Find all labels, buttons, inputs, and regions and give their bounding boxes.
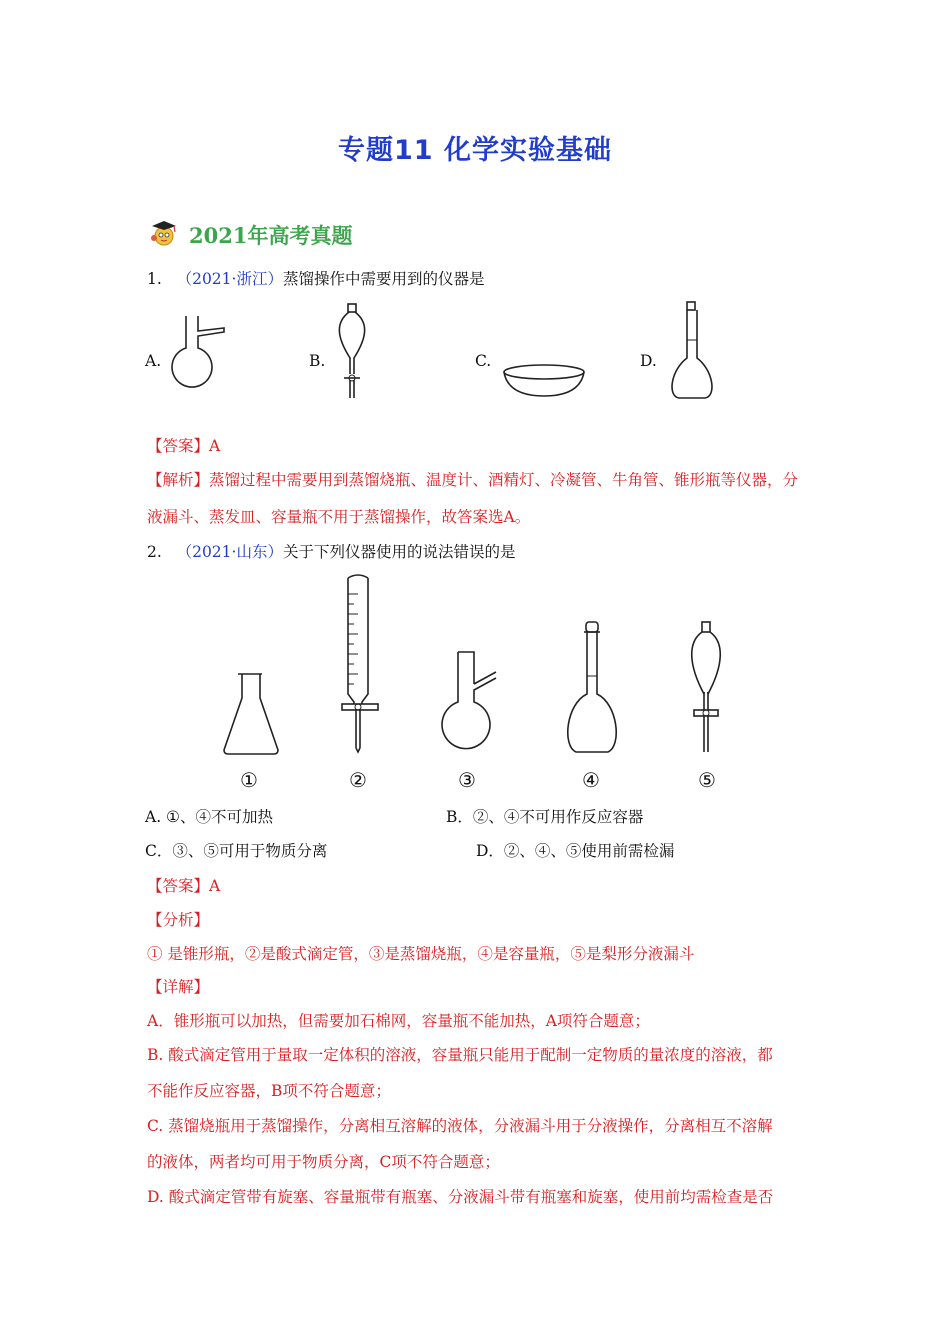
question-1 xyxy=(147,268,484,290)
page-title: 专题11 化学实验基础 xyxy=(338,135,612,166)
q2-detail-a: A．锥形瓶可以加热，但需要加石棉网，容量瓶不能加热，A项符合题意； xyxy=(147,1012,650,1030)
figure-label-2: ② xyxy=(349,768,367,792)
figure-label-5: ⑤ xyxy=(698,768,716,792)
question-source: （2021·山东） xyxy=(176,543,283,561)
figure-label-1: ① xyxy=(240,768,258,792)
q2-option-c: C．③、⑤可用于物质分离 xyxy=(145,842,328,860)
q2-option-d: D．②、④、⑤使用前需检漏 xyxy=(476,842,675,860)
distillation-flask-icon xyxy=(438,650,502,760)
q2-option-b: B．②、④不可用作反应容器 xyxy=(446,808,644,826)
question-stem: 关于下列仪器使用的说法错误的是 xyxy=(282,543,516,561)
section-label: 2021年高考真题 xyxy=(189,223,353,248)
figure-label-3: ③ xyxy=(458,768,476,792)
erlenmeyer-flask-icon xyxy=(218,670,284,758)
question-stem: 蒸馏操作中需要用到的仪器是 xyxy=(282,270,485,288)
option-c-label: C. xyxy=(475,352,492,370)
separatory-funnel-icon xyxy=(328,302,378,402)
question-number: 2. xyxy=(147,543,162,561)
scholar-mascot-icon xyxy=(147,218,181,252)
question-2 xyxy=(147,541,515,563)
section-header xyxy=(147,218,352,252)
option-d-label: D. xyxy=(640,352,657,370)
acid-burette-icon xyxy=(334,570,388,756)
q2-detail-c2: 的液体，两者均可用于物质分离，C项不符合题意； xyxy=(147,1153,500,1171)
q1-answer: 【答案】A xyxy=(147,437,221,455)
q2-detail-c1: C. 蒸馏烧瓶用于蒸馏操作，分离相互溶解的液体，分液漏斗用于分液操作，分离相互不溶解 xyxy=(147,1117,773,1135)
volumetric-flask-icon xyxy=(560,620,626,760)
evaporating-dish-icon xyxy=(500,362,590,400)
q2-detail-b1: B. 酸式滴定管用于量取一定体积的溶液，容量瓶只能用于配制一定物质的量浓度的溶液，都 xyxy=(147,1046,773,1064)
volumetric-flask-icon xyxy=(665,300,719,404)
option-a-label: A. xyxy=(145,352,162,370)
option-b-label: B. xyxy=(309,352,326,370)
q2-answer: 【答案】A xyxy=(147,877,221,895)
q2-detail-b2: 不能作反应容器，B项不符合题意； xyxy=(147,1082,391,1100)
distillation-flask-icon xyxy=(168,314,232,390)
q2-detail-label: 【详解】 xyxy=(147,978,210,996)
question-number: 1. xyxy=(147,270,162,288)
q1-analysis xyxy=(147,469,798,491)
q2-fenxi: ① 是锥形瓶，②是酸式滴定管，③是蒸馏烧瓶，④是容量瓶，⑤是梨形分液漏斗 xyxy=(147,945,695,963)
analysis-label: 【解析】 xyxy=(147,471,210,489)
q2-option-a: A. ①、④不可加热 xyxy=(145,808,273,826)
q1-analysis-line2: 液漏斗、蒸发皿、容量瓶不用于蒸馏操作，故答案选A。 xyxy=(147,508,531,526)
figure-label-4: ④ xyxy=(582,768,600,792)
analysis-text: 蒸馏过程中需要用到蒸馏烧瓶、温度计、酒精灯、冷凝管、牛角管、锥形瓶等仪器，分 xyxy=(209,471,799,489)
question-source: （2021·浙江） xyxy=(176,270,283,288)
q2-fenxi-label: 【分析】 xyxy=(147,911,210,929)
q2-detail-d1: D. 酸式滴定管带有旋塞、容量瓶带有瓶塞、分液漏斗带有瓶塞和旋塞，使用前均需检查是否 xyxy=(147,1188,774,1206)
pear-separatory-funnel-icon xyxy=(680,618,734,758)
